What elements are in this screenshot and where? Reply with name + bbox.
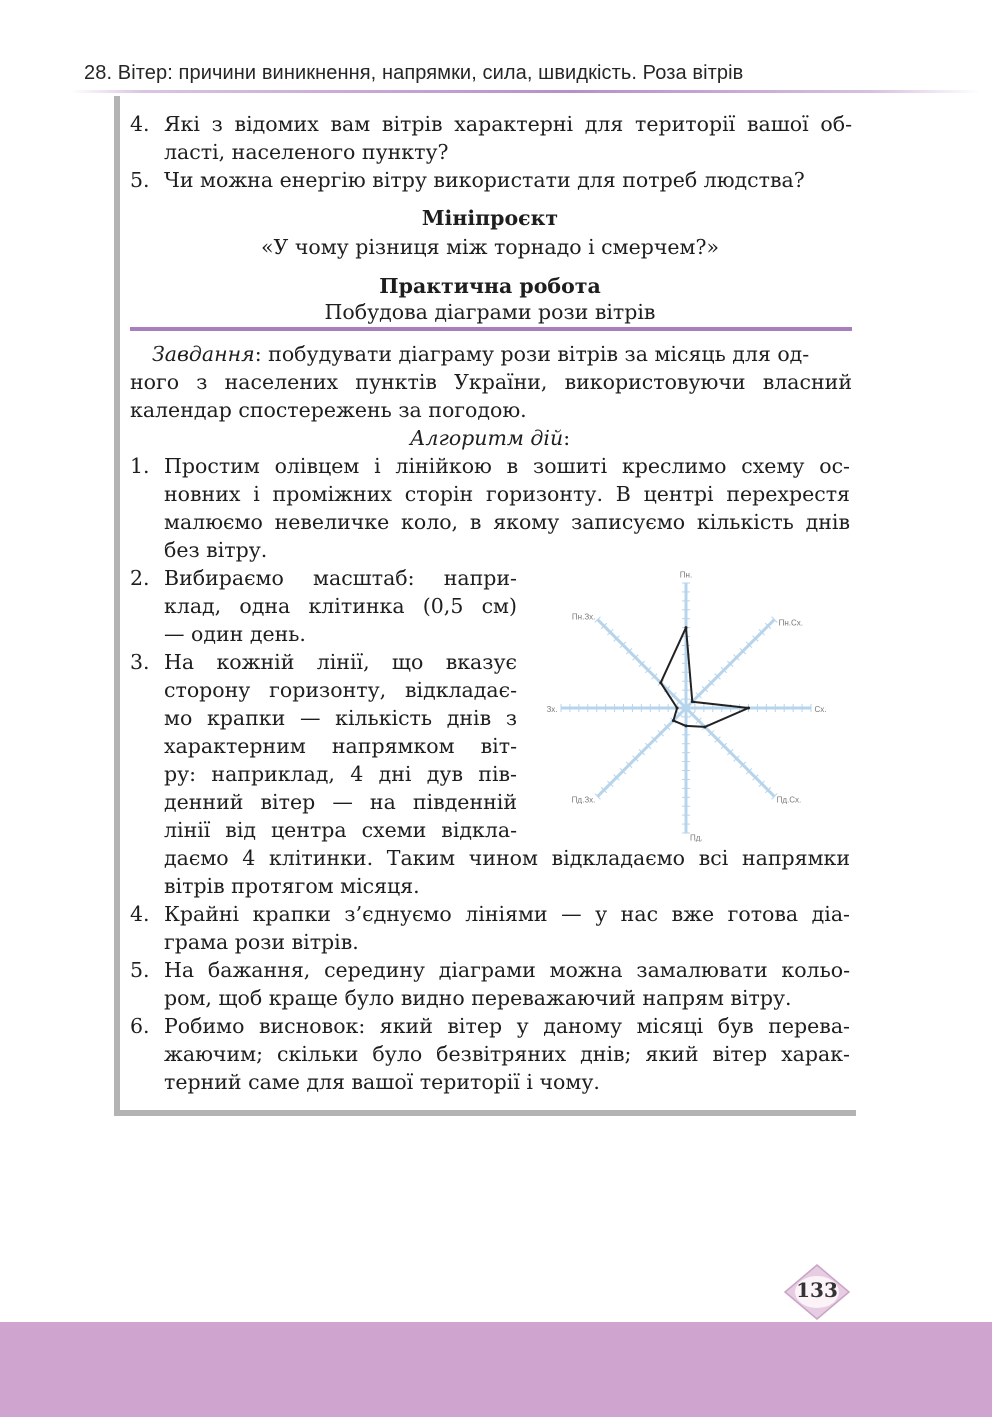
step-1-line-4: без вітру. xyxy=(164,538,268,562)
step-6-line-1: Робимо висновок: який вітер у даному місяці був перева- xyxy=(164,1014,850,1038)
step-3-number: 3. xyxy=(130,650,150,674)
step-2-line-3: — один день. xyxy=(164,622,306,646)
direction-label-7: Зх. xyxy=(546,705,558,714)
task-text: : побудувати діаграму рози вітрів за місяць для од- xyxy=(254,342,810,366)
step-5-line-1: На бажання, середину діаграми можна замалювати кольо- xyxy=(164,958,850,982)
task-line-1 xyxy=(152,340,809,368)
step-2-number: 2. xyxy=(130,566,150,590)
step-6-number: 6. xyxy=(130,1014,150,1038)
task-label: Завдання xyxy=(152,342,255,366)
step-3-line-9: вітрів протягом місяця. xyxy=(164,874,420,898)
step-6-line-3: терний саме для вашої території і чому. xyxy=(164,1070,600,1094)
step-3-line-8: даємо 4 клітинки. Таким чином відкладаємо всі напрямки xyxy=(164,846,850,870)
direction-label-8: Пн.Зх. xyxy=(571,612,596,622)
wind-rose-point-5 xyxy=(685,724,688,727)
step-3-line-1: На кожній лінії, що вказує xyxy=(164,650,517,674)
step-3-line-3: мо крапки — кількість днів з xyxy=(164,706,517,730)
direction-label-3: Сх. xyxy=(814,705,827,714)
algorithm-label: Алгоритм дій xyxy=(409,426,564,450)
direction-label-2: Пн.Сх. xyxy=(778,618,804,628)
question-4-number: 4. xyxy=(130,112,150,136)
wind-rose-chart xyxy=(534,563,834,843)
step-4-number: 4. xyxy=(130,902,150,926)
step-6-line-2: жаючим; скільки було безвітряних днів; який вітер харак- xyxy=(164,1042,850,1066)
wind-rose-point-4 xyxy=(703,725,706,728)
step-3-line-4: характерним напрямком віт- xyxy=(164,734,517,758)
wind-rose-point-7 xyxy=(676,707,679,710)
step-5-line-2: ром, щоб краще було видно переважаючий напрям вітру. xyxy=(164,986,792,1010)
wind-rose-polygon xyxy=(661,628,749,727)
step-4-line-1: Крайні крапки з’єднуємо лініями — у нас вже готова діа- xyxy=(164,902,850,926)
wind-rose-point-2 xyxy=(691,700,694,703)
task-line-2: ного з населених пунктів України, використовуючи власний xyxy=(130,370,852,394)
wind-rose-point-3 xyxy=(747,707,750,710)
wind-rose-point-8 xyxy=(659,681,662,684)
step-2-line-2: клад, одна клітинка (0,5 см) xyxy=(164,594,517,618)
algorithm-heading xyxy=(130,424,850,452)
step-2-line-1: Вибираємо масштаб: напри- xyxy=(164,566,517,590)
wind-rose-point-1 xyxy=(685,626,688,629)
step-3-line-7: лінії від центра схеми відкла- xyxy=(164,818,517,842)
running-header: 28. Вітер: причини виникнення, напрямки, сила, швидкість. Роза вітрів xyxy=(84,62,744,84)
algorithm-colon: : xyxy=(563,426,571,450)
direction-label-5: Пд. xyxy=(690,833,703,843)
direction-label-4: Пд.Сх. xyxy=(776,795,802,805)
header-rule xyxy=(70,90,980,93)
direction-label-6: Пд.Зх. xyxy=(571,795,596,805)
question-5-number: 5. xyxy=(130,168,150,192)
step-1-line-2: новних і проміжних сторін горизонту. В центрі перехрестя xyxy=(164,482,850,506)
step-1-number: 1. xyxy=(130,454,150,478)
step-3-line-5: ру: наприклад, 4 дні дув пів- xyxy=(164,762,517,786)
question-4-line-2: ласті, населеного пункту? xyxy=(164,140,449,164)
step-1-line-3: малюємо невеличке коло, в якому записуємо кількість днів xyxy=(164,510,850,534)
practical-title: Побудова діаграми рози вітрів xyxy=(324,300,656,324)
footer-band xyxy=(0,1322,992,1417)
step-5-number: 5. xyxy=(130,958,150,982)
task-line-3: календар спостережень за погодою. xyxy=(130,398,527,422)
direction-label-1: Пн. xyxy=(679,570,693,580)
step-4-line-2: грама рози вітрів. xyxy=(164,930,359,954)
question-5-line-1: Чи можна енергію вітру використати для потреб людства? xyxy=(164,168,805,192)
section-rule xyxy=(130,327,852,331)
wind-rose-point-6 xyxy=(672,719,675,722)
step-3-line-6: денний вітер — на південній xyxy=(164,790,517,814)
step-1-line-1: Простим олівцем і лінійкою в зошиті креслимо схему ос- xyxy=(164,454,850,478)
page-number: 133 xyxy=(796,1278,838,1302)
step-3-line-2: сторону горизонту, відкладає- xyxy=(164,678,517,702)
miniproject-heading: Мініпроєкт xyxy=(421,206,559,230)
question-4-line-1: Які з відомих вам вітрів характерні для території вашої об- xyxy=(164,112,852,136)
miniproject-title: «У чому різниця між торнадо і смерчем?» xyxy=(260,235,720,259)
practical-heading: Практична робота xyxy=(379,274,601,298)
